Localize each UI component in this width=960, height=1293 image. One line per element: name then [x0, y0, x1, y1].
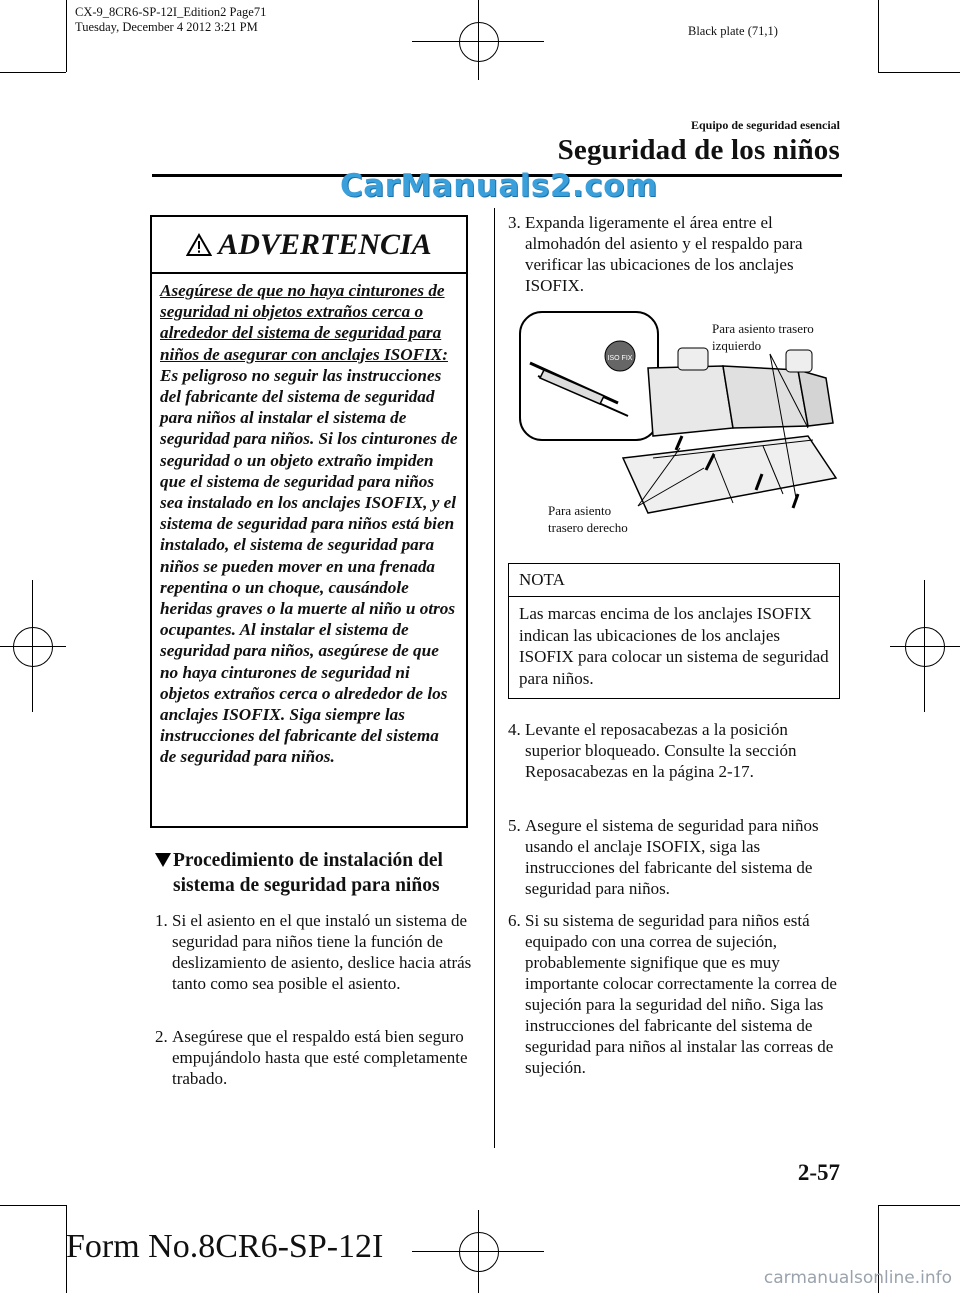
- crop-mark: [878, 72, 960, 73]
- print-file-line: CX-9_8CR6-SP-12I_Edition2 Page71: [75, 5, 267, 19]
- procedure-step-2: 2. Asegúrese que el respaldo está bien seguro empujándolo hasta que esté completamente trabado.: [155, 1027, 468, 1088]
- procedure-step-6: 6. Si su sistema de seguridad para niños está equipado con una correa de sujeción, probablemente signifique que es muy importante colocar correctamente la correa de sujeción para la seguridad del niño. Siga las instrucciones del fabricante del sistema de seguridad para niños al instalar las correas de sujeción.: [508, 911, 837, 1077]
- triangle-down-icon: [155, 853, 171, 867]
- procedure-step-1: 1. Si el asiento en el que instaló un sistema de seguridad para niños tiene la función de deslizamiento de asiento, deslice hacia atrás tanto como sea posible el asiento.: [155, 911, 472, 993]
- note-body: Las marcas encima de los anclajes ISOFIX indican las ubicaciones de los anclajes ISOFIX para colocar un sistema de seguridad para niños.: [519, 604, 829, 688]
- crop-mark: [0, 1205, 66, 1206]
- note-title: NOTA: [509, 564, 839, 597]
- procedure-step-4: 4. Levante el reposacabezas a la posición superior bloqueado. Consulte la sección Reposacabezas en la página 2-17.: [508, 720, 797, 781]
- procedure-step-3: 3. Expanda ligeramente el área entre el almohadón del asiento y el respaldo para verificar las ubicaciones de los anclajes ISOFIX.: [508, 213, 803, 295]
- caption-left-rear-seat: Para asiento trasero izquierdo: [712, 321, 814, 353]
- warning-triangle-icon: [186, 233, 212, 257]
- print-date-line: Tuesday, December 4 2012 3:21 PM: [75, 20, 258, 34]
- crop-mark: [878, 1205, 960, 1206]
- crop-mark: [878, 0, 879, 72]
- footer-watermark: carmanualsonline.info: [763, 1268, 952, 1288]
- isofix-badge: ISO FIX: [607, 355, 633, 362]
- caption-right-rear-seat: Para asiento trasero derecho: [548, 503, 628, 535]
- warning-title: ADVERTENCIA: [218, 227, 432, 261]
- watermark-logo: CarManuals2.com: [340, 168, 658, 204]
- print-plate: Black plate (71,1): [688, 24, 778, 38]
- form-number: Form No.8CR6-SP-12I: [66, 1228, 384, 1265]
- warning-underlined-text: Asegúrese de que no haya cinturones de seguridad ni objetos extraños cerca o alrededor del sistema de seguridad para niños de asegurar con anclajes ISOFIX:: [160, 281, 448, 364]
- section-label: Equipo de seguridad esencial: [690, 118, 840, 132]
- column-divider: [494, 208, 495, 1148]
- crop-mark: [66, 0, 67, 72]
- warning-body-text: Es peligroso no seguir las instrucciones del fabricante del sistema de seguridad para niños al instalar el sistema de seguridad para niños. Si los cinturones de seguridad o un objeto extraño impiden que el sistema de seguridad para niños sea instalado en los anclajes ISOFIX, y el sistema de seguridad para niños está bien instalado, el sistema de seguridad para niños se pueden mover en una frenada repentina o un choque, causándole heridas graves o la muerte al niño u otros ocupantes. Al instalar el sistema de seguridad para niños, asegúrese de que no haya cinturones de seguridad ni objetos extraños cerca o alrededor de los anclajes ISOFIX. Siga siempre las instrucciones del fabricante del sistema de seguridad para niños.: [160, 365, 458, 767]
- note-box: [508, 563, 840, 699]
- procedure-step-5: 5. Asegure el sistema de seguridad para niños usando el anclaje ISOFIX, siga las instrucciones del fabricante del sistema de seguridad para niños.: [508, 816, 819, 898]
- warning-header: [152, 217, 466, 274]
- procedure-title: Procedimiento de instalación del sistema de seguridad para niños: [155, 848, 475, 898]
- warning-box: [150, 215, 468, 828]
- page-number: 2-57: [797, 1160, 840, 1185]
- crop-mark: [0, 72, 66, 73]
- section-title: Seguridad de los niños: [557, 134, 840, 166]
